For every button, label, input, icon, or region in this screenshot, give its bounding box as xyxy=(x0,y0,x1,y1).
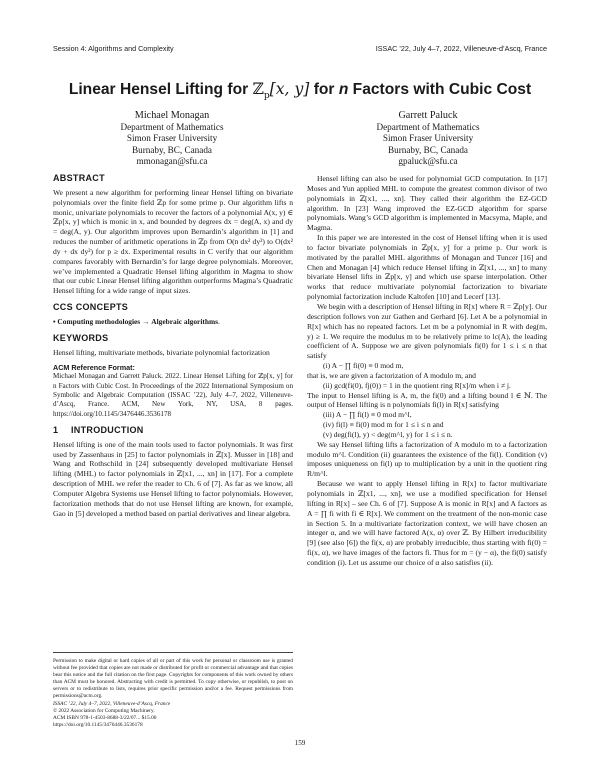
intro-text: Hensel lifting is one of the main tools used to factor polynomials. It was first used by Zassenhaus in [25] to factor polynomials in ℤ[x]. Musser in [18] and Wang and Rothschild in [24] subsequently developed multivariate Hensel lifting (MHL) to factor polynomials in ℤ[x1, ..., xn] in [17]. For a complete description of MHL we refer the reader to Ch. 6 of [7]. As far as we know, all Computer Algebra Systems use Hensel lifting to factor polynomials. However, factorization methods that do not use Hensel lifting are known, for example, Gao in [5] developed a method based on partial derivatives and linear algebra. xyxy=(53,439,293,518)
footnote-permission: Permission to make digital or hard copies of all or part of this work for personal or classroom use is granted without fee provided that copies are not made or distributed for profit or commercial advantage and that copies bear this notice and the full citation on the first page. Copyrights for components of this work owned by others than ACM must be honored. Abstracting with credit is permitted. To copy otherwise, or republish, to post on servers or to redistribute to lists, requires prior specific permission and/or a fee. Request permissions from permissions@acm.org. xyxy=(53,658,293,700)
intro-heading: 1 INTRODUCTION xyxy=(53,424,144,435)
condition-i: (i) A − ∏ fi(0) ≡ 0 mod m, xyxy=(323,361,404,371)
keywords-heading: KEYWORDS xyxy=(53,332,109,343)
right-paragraph: Because we want to apply Hensel lifting in R[x] to factor multivariate polynomials in ℤ[x1, ..., xn], we use a modified specification for Hensel lifting in R[x] – see Ch. 6 of [7]. Suppose A is monic in R[x] and A factors as A = ∏ fi with fi ∈ R[x]. We comment on the treatment of the non-monic case in Section 5. In a multivariate factorization context, we will have chosen an integer α, and we will have factored A(x, α) over ℤ. By Hilbert irreducibility [9] (see also [6]) the fi(x, α) are probably irreducible, thus starting with fi(0) = fi(x, α), we have images of the factors fi. Thus for m = (y − α), the fi(0) satisfy condition (i). Let us assume our choice of α also satisfies (ii). xyxy=(307,479,547,567)
left-column xyxy=(53,174,293,518)
abstract-text: We present a new algorithm for performing linear Hensel lifting on bivariate polynomials over the finite field ℤp for some prime p. Our algorithm lifts n monic, univariate polynomials to recover the factors of a polynomial A(x, y) ∈ ℤp[x, y] which is monic in x, and bounded by degrees dx = deg(A, x) and dy = deg(A, y). Our algorithm improves upon Bernardin’s algorithm in [1] and reduces the number of arithmetic operations in ℤp from O(n dx² dy²) to O(dx² dy + dx dy²) for p ≥ dx. Experimental results in C verify that our algorithm compares favorably with Bernardin’s for large degree polynomials. Moreover, we’ve implemented a Quadratic Hensel lifting algorithm in Magma to show that our cubic Linear Hensel lifting algorithm outperforms Magma’s Quadratic Hensel lifting for a wide range of input sizes. xyxy=(53,187,293,296)
author-2 xyxy=(338,110,518,168)
right-paragraph: Hensel lifting can also be used for polynomial GCD computation. In [17] Moses and Yun applied MHL to compute the greatest common divisor of two polynomials in ℤ[x1, ..., xn]. They called their algorithm the EZ-GCD algorithm. In [23] Wang improved the EZ-GCD algorithm for sparse polynomials. Wang’s GCD algorithm is implemented in Macsyma, Maple, and Magma. xyxy=(307,174,547,233)
author-name: Garrett Paluck xyxy=(398,110,458,121)
ccs-heading: CCS CONCEPTS xyxy=(53,302,129,313)
ccs-text: • Computing methodologies → Algebraic algorithms. xyxy=(53,316,220,326)
right-paragraph: that is, we are given a factorization of A modulo m, and xyxy=(307,370,476,380)
right-paragraph: In this paper we are interested in the cost of Hensel lifting when it is used to factor bivariate polynomials in ℤp[x, y] for a prime p. Our work is motivated by the parallel MHL algorithms of Monagan and Tuncer [16] and Chen and Monagan [4] which reduce Hensel lifting in ℤ[x1, ..., xn] to many bivariate Hensel lifts in ℤp[x, y] and which use sparse interpolation. Other works that reduce multivariate polynomial factorization to bivariate polynomial factorization include Kaltofen [10] and Lecerf [13]. xyxy=(307,233,547,302)
condition-iii: (iii) A − ∏ fi(l) ≡ 0 mod m^l, xyxy=(323,410,412,420)
footnote-line: ISSAC ’22, July 4–7, 2022, Villeneuve-d’Ascq, France xyxy=(53,700,171,707)
author-dept: Department of Mathematics xyxy=(376,121,480,132)
paper-title xyxy=(40,80,560,101)
page-number: 159 xyxy=(294,739,306,747)
right-paragraph: We say Hensel lifting lifts a factorization of A modulo m to a factorization modulo m^l. Condition (ii) guarantees the existence of the fi(l). Condition (v) imposes uniqueness on fi(l) up to multiplication by a unit in the quotient ring R/m^l. xyxy=(307,439,547,479)
footnote xyxy=(53,658,293,729)
author-city: Burnaby, BC, Canada xyxy=(131,144,213,155)
acm-ref-label: ACM Reference Format: xyxy=(53,362,135,372)
author-dept: Department of Mathematics xyxy=(120,121,224,132)
footnote-line: ACM ISBN 978-1-4503-8688-3/22/07... $15.00 xyxy=(53,714,157,721)
author-email[interactable]: gpaluck@sfu.ca xyxy=(398,156,458,167)
running-head-left: Session 4: Algorithms and Complexity xyxy=(53,44,174,53)
author-email[interactable]: mmonagan@sfu.ca xyxy=(136,156,208,167)
author-univ: Simon Fraser University xyxy=(382,133,474,144)
author-univ: Simon Fraser University xyxy=(126,133,218,144)
acm-ref-text: Michael Monagan and Garrett Paluck. 2022. Linear Hensel Lifting for ℤp[x, y] for n Factors with Cubic Cost. In Proceedings of the 2022 International Symposium on Symbolic and Algebraic Computation (ISSAC ’22), July 4–7, 2022, Villeneuve-d’Ascq, France. ACM, New York, NY, USA, 8 pages. https://doi.org/10.1145/3476446.3536178 xyxy=(53,372,293,418)
footnote-rule xyxy=(53,652,293,653)
running-head-right: ISSAC ’22, July 4–7, 2022, Villeneuve-d’Ascq, France xyxy=(375,44,547,53)
title-part: Factors with Cubic Cost xyxy=(348,81,532,98)
abstract-heading: ABSTRACT xyxy=(53,173,105,183)
footnote-line: © 2022 Association for Computing Machinery. xyxy=(53,707,155,714)
right-paragraph: We begin with a description of Hensel lifting in R[x] where R = ℤp[y]. Our description follows von zur Gathen and Gerhard [6]. Let A be a polynomial in R[x] which has no repeated factors. Let m be a polynomial in R with deg(m, y) ≥ 1. We require the modulus m to be relatively prime to lc(A), the leading coefficient of A. Suppose we are given polynomials fi(0) for 1 ≤ i ≤ n that satisfy xyxy=(307,301,547,361)
condition-ii: (ii) gcd(fi(0), fj(0)) = 1 in the quotient ring R[x]/m when i ≠ j. xyxy=(323,380,511,390)
right-column xyxy=(307,174,547,568)
title-part: for xyxy=(309,81,339,98)
footnote-doi[interactable]: https://doi.org/10.1145/3476446.3536178 xyxy=(53,721,143,728)
keywords-text: Hensel lifting, multivariate methods, bivariate polynomial factorization xyxy=(53,347,270,357)
author-1 xyxy=(82,110,262,168)
author-name: Michael Monagan xyxy=(134,110,210,121)
title-math: ℤ$_p$[x, y] xyxy=(252,80,310,102)
running-head xyxy=(53,44,547,53)
title-n: n xyxy=(338,81,349,98)
right-paragraph: The input to Hensel lifting is A, m, the fi(0) and a lifting bound l ∈ ℕ. The output of Hensel lifting is n polynomials fi(l) in R[x] satisfying xyxy=(307,390,547,410)
title-part: Linear Hensel Lifting for xyxy=(68,81,253,98)
condition-v: (v) deg(fi(l), y) < deg(m^l, y) for 1 ≤ i ≤ n. xyxy=(323,429,453,439)
author-city: Burnaby, BC, Canada xyxy=(387,144,469,155)
condition-iv: (iv) fi(l) ≡ fi(0) mod m for 1 ≤ i ≤ n and xyxy=(323,420,444,430)
